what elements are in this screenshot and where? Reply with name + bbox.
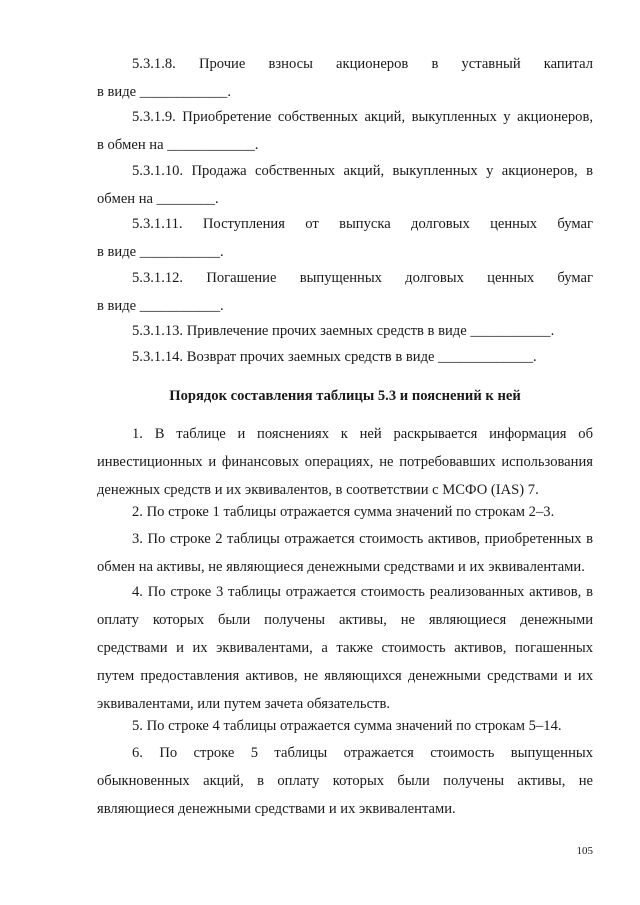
paragraph-line: 3. По строке 2 таблицы отражается стоимость активов, приобретенных в bbox=[132, 531, 593, 547]
paragraph-line: путем предоставления активов, не являющихся денежными средствами и их bbox=[97, 668, 593, 684]
paragraph-line: денежных средств и их эквивалентов, в соответствии с МСФО (IAS) 7. bbox=[97, 482, 539, 498]
paragraph-line: 5. По строке 4 таблицы отражается сумма значений по строкам 5–14. bbox=[132, 718, 562, 734]
item-5-3-1-12 bbox=[97, 264, 593, 320]
section-heading: Порядок составления таблицы 5.3 и пояснений к ней bbox=[169, 388, 521, 404]
paragraph-line: эквивалентами, или путем зачета обязательств. bbox=[97, 696, 390, 712]
paragraph-2 bbox=[97, 498, 593, 526]
item-line: 5.3.1.9. Приобретение собственных акций, выкупленных у акционеров, bbox=[132, 109, 593, 125]
page-number: 105 bbox=[576, 845, 593, 857]
item-line: в виде ____________. bbox=[97, 84, 232, 100]
item-line: 5.3.1.8. Прочие взносы акционеров в уставный капитал bbox=[132, 56, 593, 72]
paragraph-line: являющиеся денежными средствами и их эквивалентами. bbox=[97, 801, 456, 817]
item-line: в виде ___________. bbox=[97, 298, 224, 314]
paragraph-5 bbox=[97, 712, 593, 740]
paragraph-line: 4. По строке 3 таблицы отражается стоимость реализованных активов, в bbox=[132, 584, 593, 600]
item-5-3-1-9 bbox=[97, 103, 593, 159]
paragraph-line: обыкновенных акций, в оплату которых были получены активы, не bbox=[97, 773, 593, 789]
item-5-3-1-8 bbox=[97, 50, 593, 106]
paragraph-1 bbox=[97, 420, 593, 504]
item-line: 5.3.1.14. Возврат прочих заемных средств в виде _____________. bbox=[132, 349, 537, 365]
paragraph-line: 6. По строке 5 таблицы отражается стоимость выпущенных bbox=[132, 745, 593, 761]
paragraph-line: 1. В таблице и пояснениях к ней раскрывается информация об bbox=[132, 426, 593, 442]
item-line: 5.3.1.12. Погашение выпущенных долговых ценных бумаг bbox=[132, 270, 593, 286]
paragraph-3 bbox=[97, 525, 593, 581]
item-line: 5.3.1.11. Поступления от выпуска долговых ценных бумаг bbox=[132, 216, 593, 232]
item-5-3-1-13 bbox=[97, 317, 593, 345]
paragraph-line: инвестиционных и финансовых операциях, не потребовавших использования bbox=[97, 454, 593, 470]
item-line: 5.3.1.13. Привлечение прочих заемных средств в виде ___________. bbox=[132, 323, 555, 339]
item-line: 5.3.1.10. Продажа собственных акций, выкупленных у акционеров, в bbox=[132, 163, 593, 179]
item-line: в обмен на ____________. bbox=[97, 137, 259, 153]
item-line: обмен на ________. bbox=[97, 191, 219, 207]
paragraph-line: обмен на активы, не являющиеся денежными средствами и их эквивалентами. bbox=[97, 559, 585, 575]
paragraph-line: оплату которых были получены активы, не являющиеся денежными bbox=[97, 612, 593, 628]
paragraph-4 bbox=[97, 578, 593, 718]
item-5-3-1-11 bbox=[97, 210, 593, 266]
paragraph-line: средствами и их эквивалентами, а также стоимость активов, погашенных bbox=[97, 640, 593, 656]
item-5-3-1-14 bbox=[97, 343, 593, 371]
paragraph-6 bbox=[97, 739, 593, 823]
item-5-3-1-10 bbox=[97, 157, 593, 213]
paragraph-line: 2. По строке 1 таблицы отражается сумма значений по строкам 2–3. bbox=[132, 504, 555, 520]
item-line: в виде ___________. bbox=[97, 244, 224, 260]
